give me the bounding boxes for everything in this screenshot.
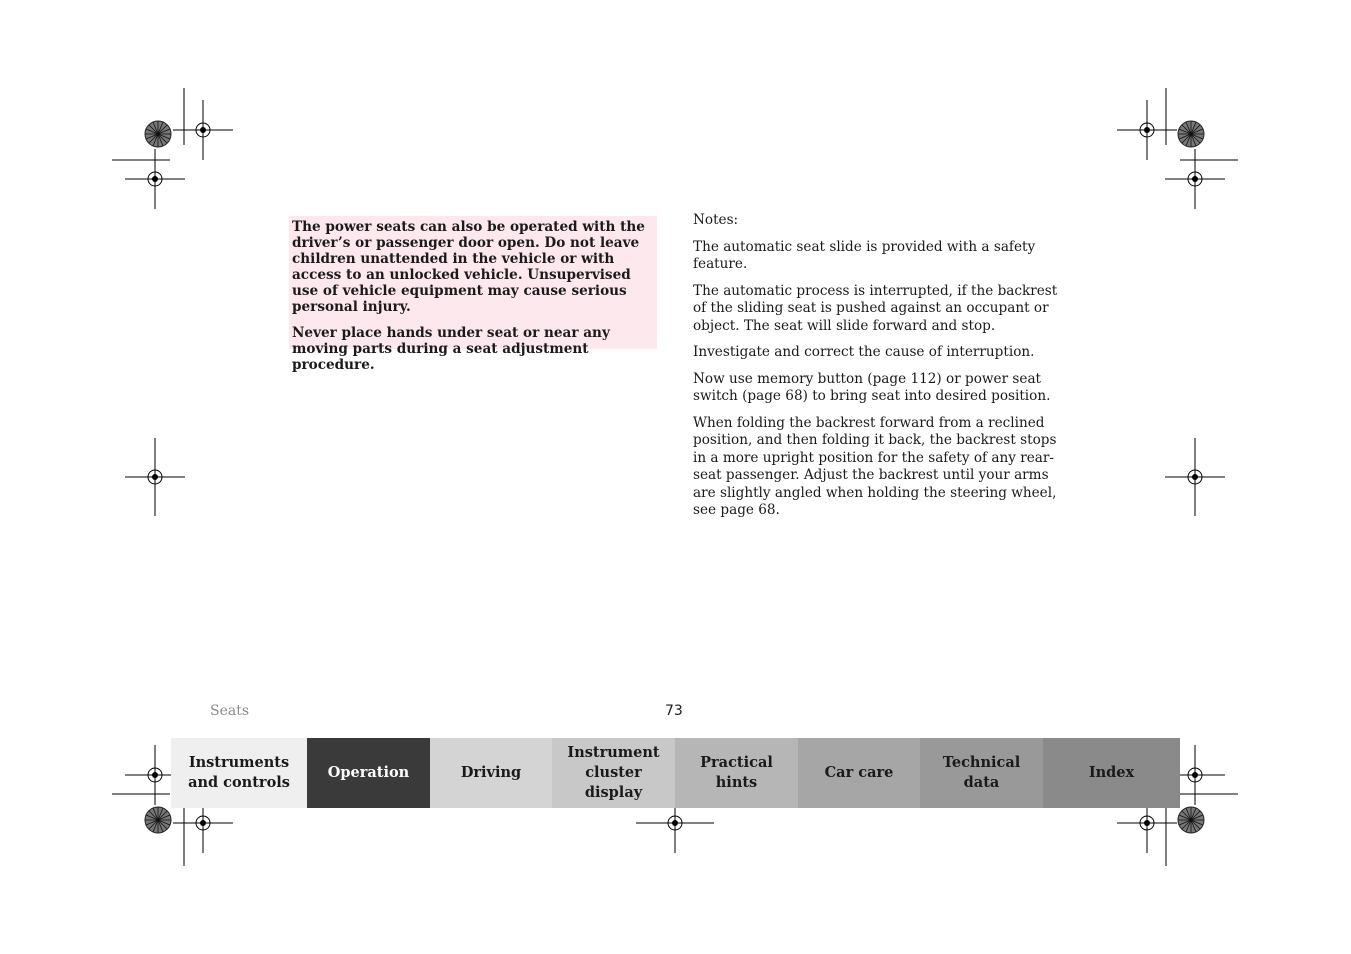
notes-heading: Notes: (693, 212, 739, 228)
notes-column (693, 212, 1065, 529)
rosette-mark-top-left (145, 121, 171, 147)
section-label: Seats (210, 703, 250, 719)
tab-technical-data[interactable]: Technical data (920, 738, 1043, 808)
tab-instrument-cluster-display[interactable]: Instrument cluster display (552, 738, 675, 808)
tab-driving[interactable]: Driving (430, 738, 552, 808)
crosshair-mark (125, 149, 185, 209)
notes-paragraph: The automatic process is interrupted, if the backrest of the sliding seat is pushed against an occupant or object. The seat will slide forward and stop. (693, 282, 1058, 334)
warning-paragraph: Never place hands under seat or near any moving parts during a seat adjustment procedure. (292, 325, 610, 373)
tab-instruments-and-controls[interactable]: Instruments and controls (171, 738, 307, 808)
warning-box (289, 216, 657, 373)
warning-paragraph: The power seats can also be operated with the driver’s or passenger door open. Do not leave children unattended in the vehicle or with access to an unlocked vehicle. Unsupervised use of vehicle equipment may cause serious personal injury. (292, 219, 645, 315)
notes-paragraph: Investigate and correct the cause of interruption. (693, 344, 1035, 360)
tab-car-care[interactable]: Car care (798, 738, 920, 808)
chapter-tabs (171, 738, 1180, 808)
tab-practical-hints[interactable]: Practical hints (675, 738, 798, 808)
rosette-mark-bottom-right (1178, 807, 1204, 833)
tab-index[interactable]: Index (1043, 738, 1180, 808)
rosette-mark-top-right (1178, 121, 1204, 147)
notes-paragraph: Now use memory button (page 112) or power seat switch (page 68) to bring seat into desired position. (693, 370, 1051, 404)
crosshair-mark (1117, 100, 1177, 160)
notes-paragraph: When folding the backrest forward from a reclined position, and then folding it back, the backrest stops in a more upright position for the safety of any rear-seat passenger. Adjust the backrest until your arms are slightly angled when holding the steering wheel, see page 68. (693, 414, 1057, 518)
tab-operation[interactable]: Operation (307, 738, 430, 808)
crosshair-mark (173, 100, 233, 160)
page-number: 73 (665, 703, 683, 719)
notes-paragraph: The automatic seat slide is provided with a safety feature. (693, 238, 1036, 272)
crosshair-mark (1165, 149, 1225, 209)
rosette-mark-bottom-left (145, 807, 171, 833)
